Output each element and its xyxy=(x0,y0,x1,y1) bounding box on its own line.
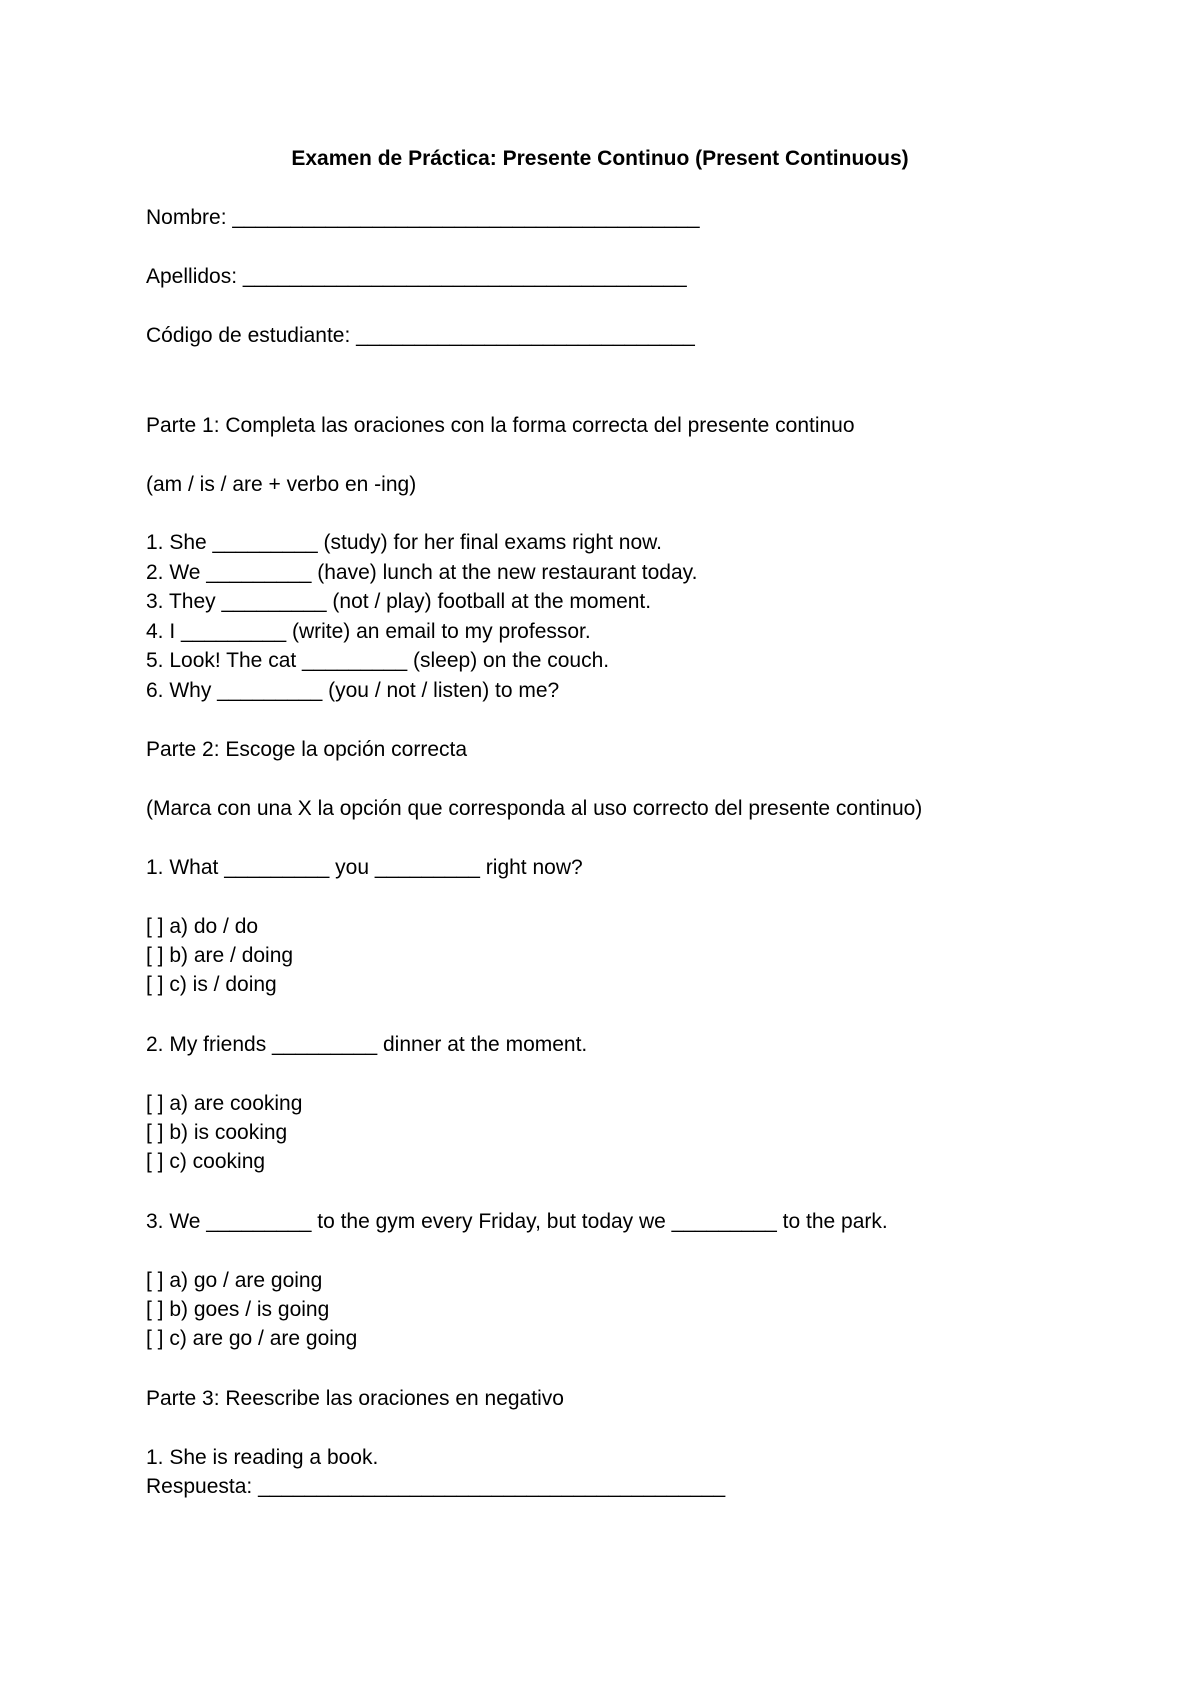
part1-item: 2. We _________ (have) lunch at the new restaurant today. xyxy=(146,561,698,584)
part2-option: [ ] b) goes / is going xyxy=(146,1298,330,1321)
part1-item: 6. Why _________ (you / not / listen) to me? xyxy=(146,679,560,702)
part2-instruction: (Marca con una X la opción que corresponda al uso correcto del presente continuo) xyxy=(146,797,923,820)
part2-option: [ ] b) is cooking xyxy=(146,1121,288,1144)
apellidos-field: Apellidos: ______________________________________ xyxy=(146,265,687,288)
part2-option: [ ] a) go / are going xyxy=(146,1269,323,1292)
part3-answer-line: Respuesta: ________________________________________ xyxy=(146,1475,726,1498)
part2-option: [ ] a) are cooking xyxy=(146,1092,303,1115)
part1-item: 1. She _________ (study) for her final exams right now. xyxy=(146,531,662,554)
codigo-field: Código de estudiante: _____________________________ xyxy=(146,324,695,347)
part2-heading: Parte 2: Escoge la opción correcta xyxy=(146,738,468,761)
part2-question: 2. My friends _________ dinner at the moment. xyxy=(146,1033,588,1056)
part3-heading: Parte 3: Reescribe las oraciones en negativo xyxy=(146,1387,564,1410)
part2-option: [ ] c) cooking xyxy=(146,1150,266,1173)
part2-option: [ ] c) is / doing xyxy=(146,973,277,996)
nombre-field: Nombre: ________________________________________ xyxy=(146,206,700,229)
part1-instruction: (am / is / are + verbo en -ing) xyxy=(146,473,417,496)
part2-question: 3. We _________ to the gym every Friday, but today we _________ to the park. xyxy=(146,1210,888,1233)
part2-option: [ ] b) are / doing xyxy=(146,944,294,967)
part1-item: 5. Look! The cat _________ (sleep) on the couch. xyxy=(146,649,610,672)
part1-heading: Parte 1: Completa las oraciones con la forma correcta del presente continuo xyxy=(146,414,855,437)
part2-question: 1. What _________ you _________ right now? xyxy=(146,856,583,879)
part2-option: [ ] c) are go / are going xyxy=(146,1327,358,1350)
exam-title: Examen de Práctica: Presente Continuo (Present Continuous) xyxy=(291,147,909,170)
part1-item: 4. I _________ (write) an email to my professor. xyxy=(146,620,591,643)
part2-option: [ ] a) do / do xyxy=(146,915,259,938)
part1-item: 3. They _________ (not / play) football at the moment. xyxy=(146,590,652,613)
part3-sentence: 1. She is reading a book. xyxy=(146,1446,379,1469)
